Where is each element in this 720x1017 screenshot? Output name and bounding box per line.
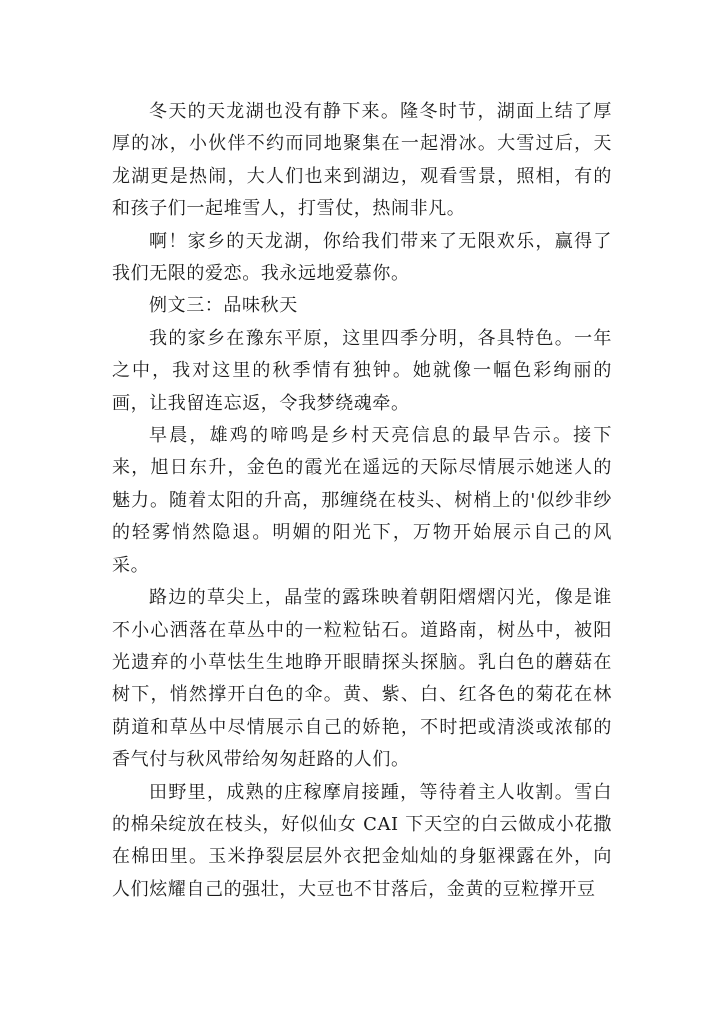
- paragraph: 我的家乡在豫东平原，这里四季分明，各具特色。一年之中，我对这里的秋季情有独钟。她就像一幅色彩绚丽的画，让我留连忘返，令我梦绕魂牵。: [112, 327, 612, 414]
- paragraph: 田野里，成熟的庄稼摩肩接踵，等待着主人收割。雪白的棉朵绽放在枝头，好似仙女 CAI 下天空的白云做成小花撒在棉田里。玉米挣裂层层外衣把金灿灿的身躯裸露在外，向人们炫耀自己的强壮，大豆也不甘落后，金黄的豆粒撑开豆: [112, 781, 612, 900]
- paragraph: 路边的草尖上，晶莹的露珠映着朝阳熠熠闪光，像是谁不小心洒落在草丛中的一粒粒钻石。道路南，树丛中，被阳光遗弃的小草怯生生地睁开眼睛探头探脑。乳白色的蘑菇在树下，悄然撑开白色的伞。黄、紫、白、红各色的菊花在林荫道和草丛中尽情展示自己的娇艳，不时把或清淡或浓郁的香气付与秋风带给匆匆赶路的人们。: [112, 587, 612, 771]
- paragraph: 冬天的天龙湖也没有静下来。隆冬时节，湖面上结了厚厚的冰，小伙伴不约而同地聚集在一起滑冰。大雪过后，天龙湖更是热闹，大人们也来到湖边，观看雪景，照相，有的和孩子们一起堆雪人，打雪仗，热闹非凡。: [112, 101, 612, 220]
- section-heading: 例文三：品味秋天: [149, 295, 298, 317]
- document-body: [112, 96, 612, 906]
- paragraph: 早晨，雄鸡的啼鸣是乡村天亮信息的最早告示。接下来，旭日东升，金色的霞光在遥远的天际尽情展示她迷人的魅力。随着太阳的升高，那缠绕在枝头、树梢上的'似纱非纱的轻雾悄然隐退。明媚的阳光下，万物开始展示自己的风采。: [112, 425, 612, 576]
- paragraph: 啊！家乡的天龙湖，你给我们带来了无限欢乐，赢得了我们无限的爱恋。我永远地爱慕你。: [112, 230, 612, 285]
